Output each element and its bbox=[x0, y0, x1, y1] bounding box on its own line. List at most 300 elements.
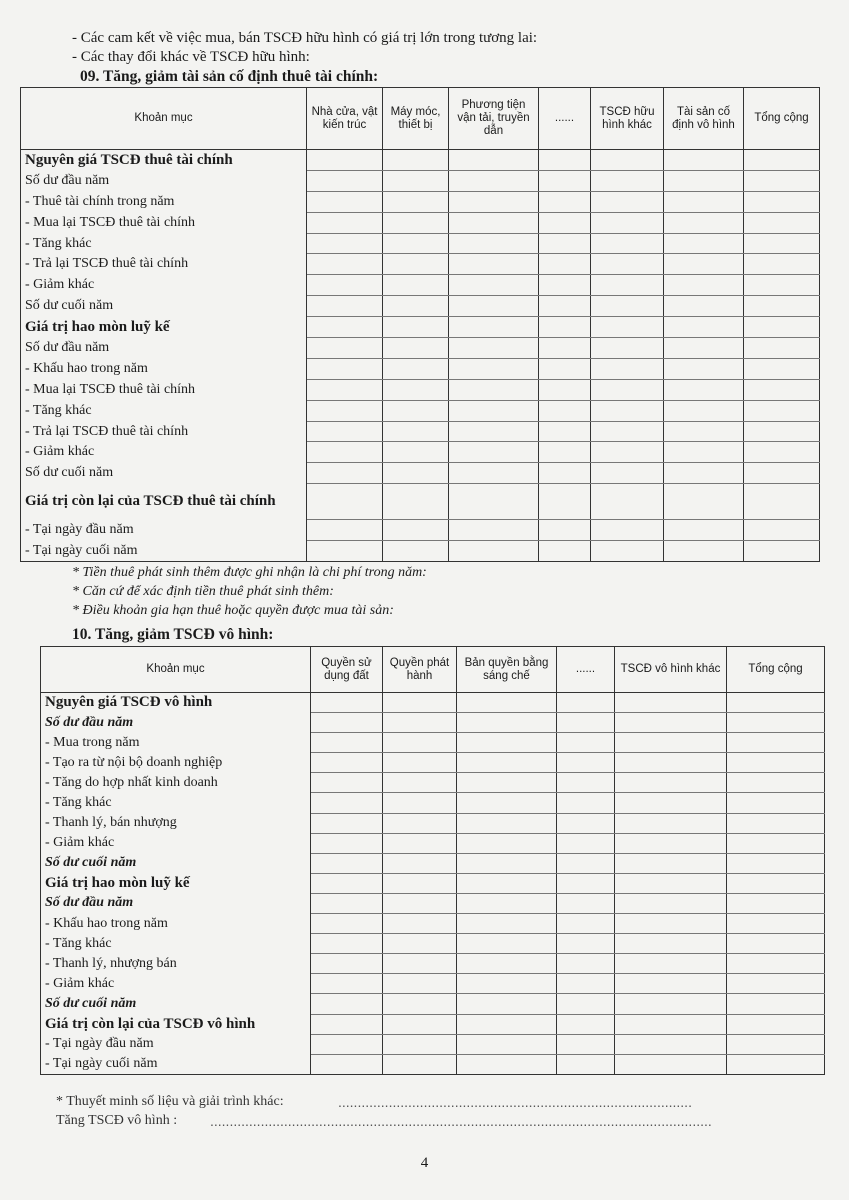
value-cell[interactable] bbox=[557, 934, 615, 954]
value-cell[interactable] bbox=[383, 713, 457, 733]
value-cell[interactable] bbox=[539, 541, 591, 562]
value-cell[interactable] bbox=[615, 753, 727, 773]
value-cell[interactable] bbox=[311, 713, 383, 733]
value-cell[interactable] bbox=[311, 693, 383, 713]
value-cell[interactable] bbox=[311, 1014, 383, 1034]
value-cell[interactable] bbox=[727, 994, 825, 1014]
value-cell[interactable] bbox=[664, 463, 744, 484]
explanation-note bbox=[56, 1094, 284, 1110]
value-cell[interactable] bbox=[591, 191, 664, 212]
value-cell[interactable] bbox=[664, 317, 744, 338]
value-cell[interactable] bbox=[539, 212, 591, 233]
value-cell[interactable] bbox=[664, 541, 744, 562]
value-cell[interactable] bbox=[615, 893, 727, 913]
value-cell[interactable] bbox=[664, 338, 744, 359]
value-cell[interactable] bbox=[557, 1054, 615, 1074]
value-cell[interactable] bbox=[307, 338, 383, 359]
value-cell[interactable] bbox=[727, 753, 825, 773]
explanation-note-dots: ........................................................................................... bbox=[338, 1094, 692, 1110]
value-cell[interactable] bbox=[307, 400, 383, 421]
value-cell[interactable] bbox=[591, 484, 664, 520]
value-cell[interactable] bbox=[744, 463, 820, 484]
value-cell[interactable] bbox=[727, 813, 825, 833]
table-row bbox=[21, 212, 820, 233]
value-cell[interactable] bbox=[557, 853, 615, 873]
value-cell[interactable] bbox=[539, 296, 591, 317]
value-cell[interactable] bbox=[457, 693, 557, 713]
value-cell[interactable] bbox=[727, 934, 825, 954]
value-cell[interactable] bbox=[539, 233, 591, 254]
value-cell[interactable] bbox=[457, 793, 557, 813]
value-cell[interactable] bbox=[664, 296, 744, 317]
value-cell[interactable] bbox=[539, 254, 591, 275]
value-cell[interactable] bbox=[664, 170, 744, 191]
value-cell[interactable] bbox=[557, 914, 615, 934]
value-cell[interactable] bbox=[457, 733, 557, 753]
value-cell[interactable] bbox=[307, 233, 383, 254]
header-khoan-muc: Khoản mục bbox=[21, 88, 307, 150]
value-cell[interactable] bbox=[557, 773, 615, 793]
value-cell[interactable] bbox=[727, 713, 825, 733]
value-cell[interactable] bbox=[311, 914, 383, 934]
value-cell[interactable] bbox=[591, 317, 664, 338]
table-row bbox=[21, 296, 820, 317]
value-cell[interactable] bbox=[744, 541, 820, 562]
value-cell[interactable] bbox=[539, 358, 591, 379]
value-cell[interactable] bbox=[449, 358, 539, 379]
value-cell[interactable] bbox=[744, 484, 820, 520]
value-cell[interactable] bbox=[307, 442, 383, 463]
value-cell[interactable] bbox=[557, 833, 615, 853]
header-col-1: Quyền sử dụng đất bbox=[311, 647, 383, 693]
value-cell[interactable] bbox=[727, 833, 825, 853]
value-cell[interactable] bbox=[383, 338, 449, 359]
value-cell[interactable] bbox=[727, 1014, 825, 1034]
value-cell[interactable] bbox=[383, 520, 449, 541]
intangible-increase-note-label: Tăng TSCĐ vô hình : bbox=[56, 1113, 178, 1128]
header-col-3: Phương tiện vận tải, truyền dẫn bbox=[449, 88, 539, 150]
row-label: - Tăng khác bbox=[41, 934, 311, 954]
value-cell[interactable] bbox=[727, 773, 825, 793]
value-cell[interactable] bbox=[615, 1014, 727, 1034]
value-cell[interactable] bbox=[307, 296, 383, 317]
value-cell[interactable] bbox=[457, 873, 557, 893]
row-label: - Giảm khác bbox=[41, 974, 311, 994]
header-col-3: Bản quyền bằng sáng chế bbox=[457, 647, 557, 693]
value-cell[interactable] bbox=[307, 170, 383, 191]
value-cell[interactable] bbox=[457, 893, 557, 913]
value-cell[interactable] bbox=[591, 296, 664, 317]
value-cell[interactable] bbox=[591, 442, 664, 463]
header-col-1: Nhà cửa, vật kiến trúc bbox=[307, 88, 383, 150]
value-cell[interactable] bbox=[727, 853, 825, 873]
value-cell[interactable] bbox=[449, 212, 539, 233]
value-cell[interactable] bbox=[664, 191, 744, 212]
header-col-7: Tổng cộng bbox=[744, 88, 820, 150]
value-cell[interactable] bbox=[383, 400, 449, 421]
value-cell[interactable] bbox=[311, 753, 383, 773]
value-cell[interactable] bbox=[307, 191, 383, 212]
value-cell[interactable] bbox=[383, 914, 457, 934]
table-row bbox=[21, 254, 820, 275]
value-cell[interactable] bbox=[664, 484, 744, 520]
value-cell[interactable] bbox=[307, 463, 383, 484]
value-cell[interactable] bbox=[744, 275, 820, 296]
value-cell[interactable] bbox=[557, 733, 615, 753]
value-cell[interactable] bbox=[557, 974, 615, 994]
value-cell[interactable] bbox=[311, 833, 383, 853]
row-label: - Thanh lý, bán nhượng bbox=[41, 813, 311, 833]
value-cell[interactable] bbox=[615, 994, 727, 1014]
value-cell[interactable] bbox=[383, 733, 457, 753]
row-label: - Giảm khác bbox=[21, 442, 307, 463]
value-cell[interactable] bbox=[383, 421, 449, 442]
value-cell[interactable] bbox=[307, 150, 383, 171]
value-cell[interactable] bbox=[449, 191, 539, 212]
value-cell[interactable] bbox=[449, 170, 539, 191]
value-cell[interactable] bbox=[539, 338, 591, 359]
row-label: - Mua lại TSCĐ thuê tài chính bbox=[21, 379, 307, 400]
value-cell[interactable] bbox=[311, 893, 383, 913]
value-cell[interactable] bbox=[449, 520, 539, 541]
value-cell[interactable] bbox=[557, 954, 615, 974]
value-cell[interactable] bbox=[383, 541, 449, 562]
value-cell[interactable] bbox=[615, 693, 727, 713]
value-cell[interactable] bbox=[664, 254, 744, 275]
value-cell[interactable] bbox=[615, 713, 727, 733]
value-cell[interactable] bbox=[744, 170, 820, 191]
value-cell[interactable] bbox=[307, 212, 383, 233]
header-col-5: TSCĐ vô hình khác bbox=[615, 647, 727, 693]
header-col-5: TSCĐ hữu hình khác bbox=[591, 88, 664, 150]
value-cell[interactable] bbox=[457, 853, 557, 873]
value-cell[interactable] bbox=[591, 463, 664, 484]
table-row bbox=[21, 338, 820, 359]
value-cell[interactable] bbox=[383, 813, 457, 833]
value-cell[interactable] bbox=[311, 1034, 383, 1054]
value-cell[interactable] bbox=[744, 317, 820, 338]
row-label: - Tăng khác bbox=[41, 793, 311, 813]
value-cell[interactable] bbox=[383, 254, 449, 275]
value-cell[interactable] bbox=[591, 541, 664, 562]
table-row bbox=[21, 358, 820, 379]
value-cell[interactable] bbox=[457, 914, 557, 934]
value-cell[interactable] bbox=[383, 1034, 457, 1054]
value-cell[interactable] bbox=[615, 873, 727, 893]
value-cell[interactable] bbox=[615, 833, 727, 853]
table-row bbox=[41, 753, 825, 773]
value-cell[interactable] bbox=[383, 358, 449, 379]
value-cell[interactable] bbox=[744, 400, 820, 421]
value-cell[interactable] bbox=[311, 974, 383, 994]
value-cell[interactable] bbox=[383, 793, 457, 813]
value-cell[interactable] bbox=[744, 520, 820, 541]
value-cell[interactable] bbox=[449, 150, 539, 171]
table-row bbox=[21, 150, 820, 171]
value-cell[interactable] bbox=[591, 150, 664, 171]
value-cell[interactable] bbox=[557, 893, 615, 913]
value-cell[interactable] bbox=[457, 954, 557, 974]
value-cell[interactable] bbox=[615, 934, 727, 954]
value-cell[interactable] bbox=[539, 191, 591, 212]
value-cell[interactable] bbox=[615, 1054, 727, 1074]
value-cell[interactable] bbox=[307, 275, 383, 296]
value-cell[interactable] bbox=[449, 317, 539, 338]
row-label: Số dư đầu năm bbox=[41, 893, 311, 913]
table-row bbox=[41, 934, 825, 954]
value-cell[interactable] bbox=[727, 793, 825, 813]
value-cell[interactable] bbox=[664, 442, 744, 463]
row-label: - Trả lại TSCĐ thuê tài chính bbox=[21, 254, 307, 275]
value-cell[interactable] bbox=[591, 421, 664, 442]
value-cell[interactable] bbox=[664, 421, 744, 442]
value-cell[interactable] bbox=[449, 541, 539, 562]
value-cell[interactable] bbox=[664, 150, 744, 171]
value-cell[interactable] bbox=[311, 934, 383, 954]
value-cell[interactable] bbox=[539, 421, 591, 442]
value-cell[interactable] bbox=[727, 914, 825, 934]
value-cell[interactable] bbox=[307, 379, 383, 400]
value-cell[interactable] bbox=[615, 793, 727, 813]
value-cell[interactable] bbox=[591, 338, 664, 359]
value-cell[interactable] bbox=[557, 873, 615, 893]
value-cell[interactable] bbox=[457, 934, 557, 954]
value-cell[interactable] bbox=[307, 421, 383, 442]
value-cell[interactable] bbox=[311, 1054, 383, 1074]
value-cell[interactable] bbox=[744, 421, 820, 442]
value-cell[interactable] bbox=[449, 379, 539, 400]
value-cell[interactable] bbox=[449, 296, 539, 317]
row-label: Số dư đầu năm bbox=[21, 170, 307, 191]
value-cell[interactable] bbox=[307, 484, 383, 520]
value-cell[interactable] bbox=[591, 212, 664, 233]
value-cell[interactable] bbox=[615, 853, 727, 873]
table-row bbox=[21, 379, 820, 400]
value-cell[interactable] bbox=[383, 150, 449, 171]
value-cell[interactable] bbox=[383, 317, 449, 338]
row-label: Giá trị hao mòn luỹ kế bbox=[41, 873, 311, 893]
value-cell[interactable] bbox=[727, 873, 825, 893]
value-cell[interactable] bbox=[457, 1034, 557, 1054]
value-cell[interactable] bbox=[557, 1034, 615, 1054]
value-cell[interactable] bbox=[449, 400, 539, 421]
table-row bbox=[21, 484, 820, 520]
value-cell[interactable] bbox=[557, 994, 615, 1014]
value-cell[interactable] bbox=[457, 1054, 557, 1074]
value-cell[interactable] bbox=[615, 813, 727, 833]
value-cell[interactable] bbox=[557, 1014, 615, 1034]
value-cell[interactable] bbox=[744, 233, 820, 254]
value-cell[interactable] bbox=[664, 358, 744, 379]
value-cell[interactable] bbox=[383, 934, 457, 954]
value-cell[interactable] bbox=[457, 994, 557, 1014]
table-row bbox=[41, 893, 825, 913]
value-cell[interactable] bbox=[457, 1014, 557, 1034]
header-col-6: Tổng cộng bbox=[727, 647, 825, 693]
value-cell[interactable] bbox=[591, 379, 664, 400]
header-col-4: ...... bbox=[539, 88, 591, 150]
value-cell[interactable] bbox=[307, 520, 383, 541]
row-label: - Tăng khác bbox=[21, 233, 307, 254]
value-cell[interactable] bbox=[557, 753, 615, 773]
table-row bbox=[21, 541, 820, 562]
value-cell[interactable] bbox=[383, 296, 449, 317]
value-cell[interactable] bbox=[744, 212, 820, 233]
value-cell[interactable] bbox=[744, 296, 820, 317]
value-cell[interactable] bbox=[383, 833, 457, 853]
value-cell[interactable] bbox=[457, 833, 557, 853]
value-cell[interactable] bbox=[539, 520, 591, 541]
value-cell[interactable] bbox=[727, 954, 825, 974]
value-cell[interactable] bbox=[744, 191, 820, 212]
value-cell[interactable] bbox=[307, 254, 383, 275]
value-cell[interactable] bbox=[311, 994, 383, 1014]
table-row bbox=[41, 994, 825, 1014]
value-cell[interactable] bbox=[615, 914, 727, 934]
value-cell[interactable] bbox=[591, 275, 664, 296]
value-cell[interactable] bbox=[383, 170, 449, 191]
value-cell[interactable] bbox=[457, 974, 557, 994]
section10-heading: 10. Tăng, giảm TSCĐ vô hình: bbox=[72, 626, 274, 643]
value-cell[interactable] bbox=[744, 254, 820, 275]
value-cell[interactable] bbox=[591, 520, 664, 541]
value-cell[interactable] bbox=[615, 1034, 727, 1054]
value-cell[interactable] bbox=[383, 484, 449, 520]
value-cell[interactable] bbox=[311, 853, 383, 873]
value-cell[interactable] bbox=[311, 873, 383, 893]
row-label: - Mua trong năm bbox=[41, 733, 311, 753]
value-cell[interactable] bbox=[591, 254, 664, 275]
value-cell[interactable] bbox=[664, 520, 744, 541]
value-cell[interactable] bbox=[311, 793, 383, 813]
value-cell[interactable] bbox=[383, 233, 449, 254]
value-cell[interactable] bbox=[311, 733, 383, 753]
value-cell[interactable] bbox=[591, 233, 664, 254]
value-cell[interactable] bbox=[449, 421, 539, 442]
value-cell[interactable] bbox=[539, 442, 591, 463]
header-col-4: ...... bbox=[557, 647, 615, 693]
value-cell[interactable] bbox=[383, 693, 457, 713]
value-cell[interactable] bbox=[744, 379, 820, 400]
value-cell[interactable] bbox=[727, 733, 825, 753]
value-cell[interactable] bbox=[664, 233, 744, 254]
value-cell[interactable] bbox=[449, 233, 539, 254]
value-cell[interactable] bbox=[383, 873, 457, 893]
value-cell[interactable] bbox=[311, 954, 383, 974]
value-cell[interactable] bbox=[591, 170, 664, 191]
value-cell[interactable] bbox=[457, 713, 557, 733]
value-cell[interactable] bbox=[311, 813, 383, 833]
value-cell[interactable] bbox=[383, 1054, 457, 1074]
value-cell[interactable] bbox=[664, 275, 744, 296]
intangible-increase-note bbox=[56, 1113, 177, 1129]
value-cell[interactable] bbox=[449, 463, 539, 484]
value-cell[interactable] bbox=[744, 338, 820, 359]
value-cell[interactable] bbox=[615, 974, 727, 994]
value-cell[interactable] bbox=[457, 753, 557, 773]
header-col-2: Máy móc, thiết bị bbox=[383, 88, 449, 150]
value-cell[interactable] bbox=[307, 358, 383, 379]
value-cell[interactable] bbox=[311, 773, 383, 793]
value-cell[interactable] bbox=[539, 170, 591, 191]
value-cell[interactable] bbox=[557, 693, 615, 713]
value-cell[interactable] bbox=[727, 1034, 825, 1054]
value-cell[interactable] bbox=[539, 484, 591, 520]
value-cell[interactable] bbox=[449, 338, 539, 359]
value-cell[interactable] bbox=[615, 954, 727, 974]
value-cell[interactable] bbox=[539, 400, 591, 421]
value-cell[interactable] bbox=[727, 1054, 825, 1074]
value-cell[interactable] bbox=[744, 358, 820, 379]
value-cell[interactable] bbox=[539, 275, 591, 296]
value-cell[interactable] bbox=[591, 400, 664, 421]
value-cell[interactable] bbox=[383, 954, 457, 974]
value-cell[interactable] bbox=[307, 317, 383, 338]
value-cell[interactable] bbox=[727, 893, 825, 913]
value-cell[interactable] bbox=[557, 793, 615, 813]
lease-note: * Điều khoản gia hạn thuê hoặc quyền được mua tài sản: bbox=[72, 603, 394, 618]
value-cell[interactable] bbox=[457, 813, 557, 833]
value-cell[interactable] bbox=[744, 150, 820, 171]
value-cell[interactable] bbox=[615, 733, 727, 753]
value-cell[interactable] bbox=[449, 484, 539, 520]
table-row bbox=[41, 1034, 825, 1054]
value-cell[interactable] bbox=[664, 212, 744, 233]
table-row bbox=[41, 914, 825, 934]
value-cell[interactable] bbox=[383, 974, 457, 994]
value-cell[interactable] bbox=[591, 358, 664, 379]
value-cell[interactable] bbox=[449, 442, 539, 463]
intro-line-commitments: - Các cam kết về việc mua, bán TSCĐ hữu hình có giá trị lớn trong tương lai: bbox=[72, 30, 538, 46]
value-cell[interactable] bbox=[383, 442, 449, 463]
value-cell[interactable] bbox=[744, 442, 820, 463]
row-label: - Mua lại TSCĐ thuê tài chính bbox=[21, 212, 307, 233]
value-cell[interactable] bbox=[539, 150, 591, 171]
value-cell[interactable] bbox=[383, 212, 449, 233]
value-cell[interactable] bbox=[539, 463, 591, 484]
value-cell[interactable] bbox=[539, 317, 591, 338]
value-cell[interactable] bbox=[383, 379, 449, 400]
value-cell[interactable] bbox=[727, 693, 825, 713]
value-cell[interactable] bbox=[664, 400, 744, 421]
value-cell[interactable] bbox=[383, 893, 457, 913]
value-cell[interactable] bbox=[457, 773, 557, 793]
value-cell[interactable] bbox=[383, 463, 449, 484]
value-cell[interactable] bbox=[383, 1014, 457, 1034]
row-label: - Giảm khác bbox=[41, 833, 311, 853]
value-cell[interactable] bbox=[383, 191, 449, 212]
value-cell[interactable] bbox=[449, 254, 539, 275]
table-row bbox=[21, 275, 820, 296]
value-cell[interactable] bbox=[383, 275, 449, 296]
value-cell[interactable] bbox=[664, 379, 744, 400]
value-cell[interactable] bbox=[383, 773, 457, 793]
value-cell[interactable] bbox=[539, 379, 591, 400]
value-cell[interactable] bbox=[307, 541, 383, 562]
header-col-6: Tài sản cố định vô hình bbox=[664, 88, 744, 150]
value-cell[interactable] bbox=[449, 275, 539, 296]
page-number: 4 bbox=[420, 1155, 429, 1171]
value-cell[interactable] bbox=[557, 713, 615, 733]
row-label: - Tại ngày cuối năm bbox=[21, 541, 307, 562]
value-cell[interactable] bbox=[557, 813, 615, 833]
value-cell[interactable] bbox=[727, 974, 825, 994]
value-cell[interactable] bbox=[383, 994, 457, 1014]
value-cell[interactable] bbox=[383, 853, 457, 873]
table-header-row bbox=[41, 647, 825, 693]
value-cell[interactable] bbox=[383, 753, 457, 773]
value-cell[interactable] bbox=[615, 773, 727, 793]
